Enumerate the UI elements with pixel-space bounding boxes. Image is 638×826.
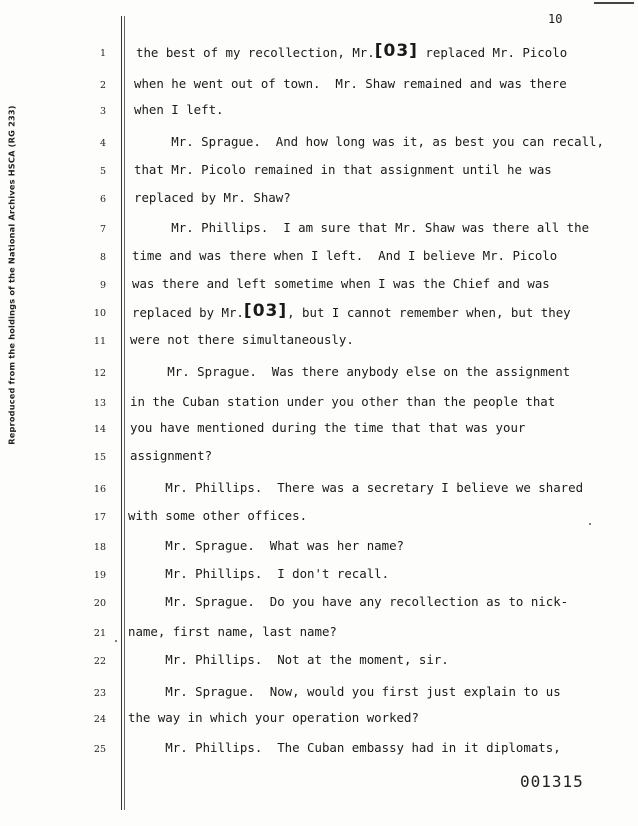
line-number: 23	[93, 688, 106, 699]
line-text-before-redaction: the best of my recollection, Mr.	[136, 45, 375, 60]
transcript-line: Mr. Sprague. Do you have any recollection as to nick-	[128, 594, 569, 609]
archive-side-note	[2, 60, 22, 490]
line-number: 15	[93, 452, 106, 463]
redaction-code: 03	[252, 301, 279, 321]
line-number: 7	[99, 224, 106, 235]
line-text-before-redaction: replaced by Mr.	[132, 305, 244, 320]
redaction-mark: [03]	[374, 41, 418, 61]
transcript-line: Mr. Phillips. The Cuban embassy had in it diplomats,	[128, 740, 561, 755]
line-number: 14	[93, 424, 106, 435]
line-number: 22	[93, 656, 106, 667]
transcript-line	[132, 301, 571, 321]
transcript-line: when he went out of town. Mr. Shaw remained and was there	[134, 76, 567, 91]
redaction-code: 03	[383, 41, 410, 61]
line-number: 16	[93, 484, 106, 495]
line-number: 10	[93, 308, 106, 319]
line-number: 24	[93, 714, 106, 725]
transcript-line	[136, 41, 568, 61]
transcript-line: were not there simultaneously.	[130, 332, 354, 347]
page-number: 10	[548, 12, 563, 26]
transcript-line: Mr. Phillips. There was a secretary I believe we shared	[128, 480, 584, 495]
transcript-line: Mr. Phillips. I don't recall.	[128, 566, 390, 581]
line-text-after-redaction: , but I cannot remember when, but they	[287, 305, 571, 320]
line-number: 4	[99, 138, 106, 149]
transcript-line: time and was there when I left. And I believe Mr. Picolo	[132, 248, 558, 263]
line-number: 13	[93, 398, 106, 409]
line-number: 1	[99, 48, 106, 59]
archive-side-note-text: Reproduced from the holdings of the National Archives HSCA (RG 233)	[7, 105, 17, 445]
line-text-after-redaction: replaced Mr. Picolo	[417, 45, 568, 60]
line-number: 9	[99, 280, 106, 291]
line-number: 12	[93, 368, 106, 379]
line-number: 25	[93, 744, 106, 755]
scan-speck	[115, 640, 117, 642]
transcript-line: Mr. Sprague. What was her name?	[128, 538, 405, 553]
line-number: 17	[93, 512, 106, 523]
transcript-line: was there and left sometime when I was the Chief and was	[132, 276, 550, 291]
transcript-line: you have mentioned during the time that that was your	[130, 420, 526, 435]
line-number: 2	[99, 80, 106, 91]
transcript-line: Mr. Sprague. Now, would you first just explain to us	[128, 684, 561, 699]
transcript-line: when I left.	[134, 102, 224, 117]
line-number: 6	[99, 194, 106, 205]
line-number: 11	[93, 336, 106, 347]
document-stamp: 001315	[520, 772, 584, 791]
line-number: 8	[99, 252, 106, 263]
transcript-line: Mr. Phillips. I am sure that Mr. Shaw was there all the	[134, 220, 590, 235]
margin-rule-inner	[124, 16, 125, 810]
transcript-line: the way in which your operation worked?	[128, 710, 419, 725]
transcript-line: with some other offices.	[128, 508, 308, 523]
line-number: 5	[99, 166, 106, 177]
transcript-line: that Mr. Picolo remained in that assignment until he was	[134, 162, 552, 177]
scan-speck	[589, 523, 591, 525]
line-number: 20	[93, 598, 106, 609]
redaction-mark: [03]	[243, 301, 288, 321]
margin-rule	[121, 16, 122, 810]
line-number: 18	[93, 542, 106, 553]
transcript-line: assignment?	[130, 448, 213, 463]
transcript-line: Mr. Phillips. Not at the moment, sir.	[128, 652, 449, 667]
line-number: 19	[93, 570, 106, 581]
transcript-line: Mr. Sprague. And how long was it, as best you can recall,	[134, 134, 604, 149]
line-number: 3	[99, 106, 106, 117]
transcript-line: replaced by Mr. Shaw?	[134, 190, 291, 205]
scan-mark	[594, 2, 634, 4]
transcript-line: Mr. Sprague. Was there anybody else on the assignment	[130, 364, 571, 379]
transcript-line: name, first name, last name?	[128, 624, 337, 639]
transcript-line: in the Cuban station under you other than the people that	[130, 394, 556, 409]
line-number: 21	[93, 628, 106, 639]
